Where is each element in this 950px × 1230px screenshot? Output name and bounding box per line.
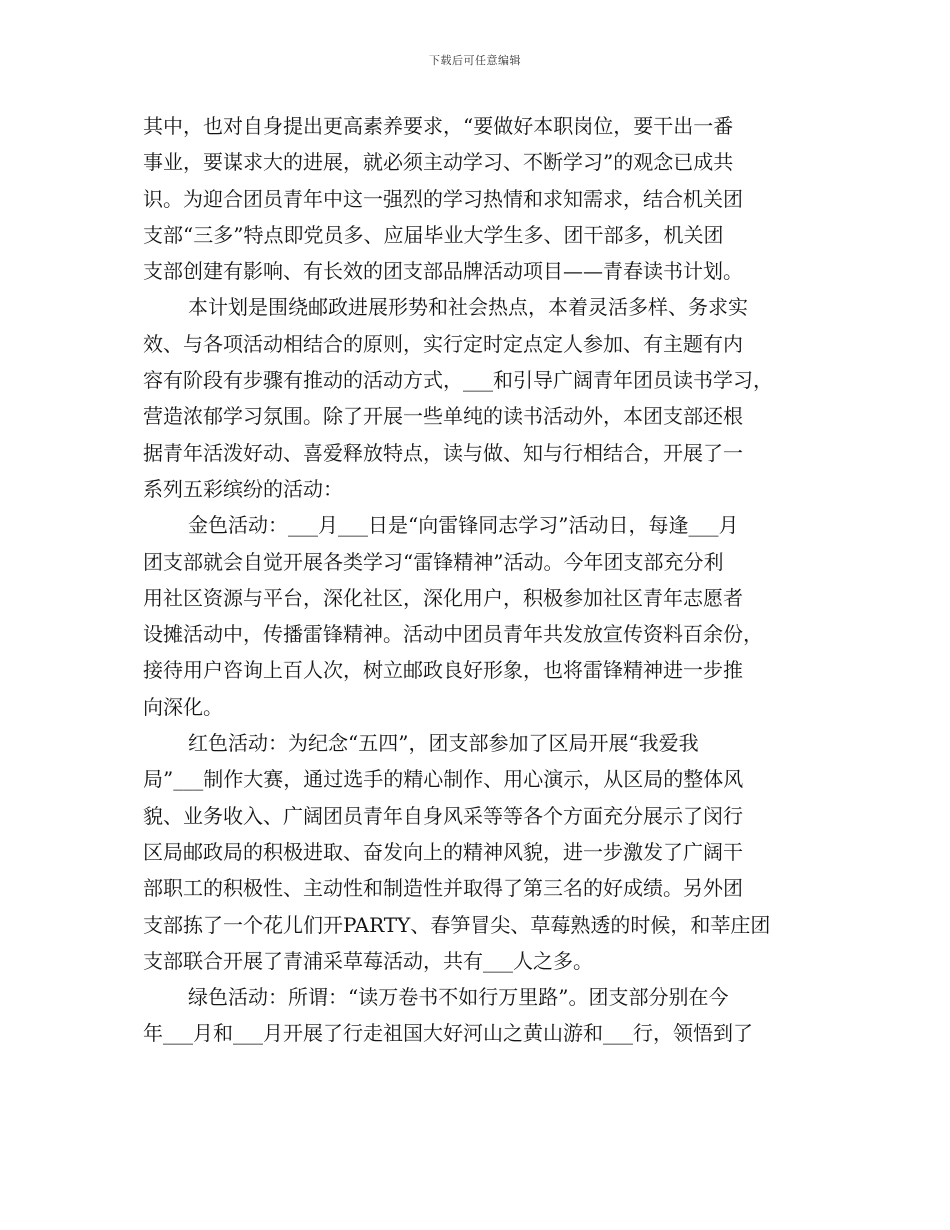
text-line: 识。为迎合团员青年中这一强烈的学习热情和求知需求，结合机关团: [143, 186, 743, 211]
text-line: 其中，也对自身提出更高素养要求，“要做好本职岗位，要干出一番: [143, 114, 734, 138]
text-line: 团支部就会自觉开展各类学习“雷锋精神”活动。今年团支部充分利: [143, 549, 724, 574]
text-line: 支部拣了一个花儿们开PARTY、春笋冒尖、草莓熟透的时候，和莘庄团: [143, 912, 771, 937]
text-line: 系列五彩缤纷的活动：: [143, 476, 343, 501]
text-line: 营造浓郁学习氛围。除了开展一些单纯的读书活动外，本团支部还根: [143, 404, 743, 429]
text-line: 用社区资源与平台，深化社区，深化用户，积极参加社区青年志愿者: [143, 585, 743, 610]
text-line: 部职工的积极性、主动性和制造性并取得了第三名的好成绩。另外团: [143, 876, 743, 901]
text-line: 设摊活动中，传播雷锋精神。活动中团员青年共发放宣传资料百余份，: [143, 622, 763, 647]
text-line: 向深化。: [143, 694, 223, 719]
text-line: 支部“三多”特点即党员多、应届毕业大学生多、团干部多，机关团: [143, 222, 724, 247]
paragraph-start-line: 绿色活动：所谓：“读万卷书不如行万里路”。团支部分别在今: [188, 985, 729, 1010]
page-header: 下载后可任意编辑: [429, 54, 521, 67]
text-line: 容有阶段有步骤有推动的活动方式，___和引导广阔青年团员读书学习，: [143, 368, 773, 393]
text-line: 效、与各项活动相结合的原则，实行定时定点定人参加、有主题有内: [143, 331, 743, 356]
text-line: 支部联合开展了青浦采草莓活动，共有___人之多。: [143, 948, 593, 973]
text-line: 貌、业务收入、广阔团员青年自身风采等等各个方面充分展示了闵行: [143, 803, 743, 828]
text-line: 事业，要谋求大的进展，就必须主动学习、不断学习”的观念已成共: [143, 150, 734, 175]
text-line: 据青年活泼好动、喜爱释放特点，读与做、知与行相结合，开展了一: [143, 440, 743, 465]
text-line: 区局邮政局的积极进取、奋发向上的精神风貌，进一步激发了广阔干: [143, 839, 743, 864]
paragraph-start-line: 金色活动：___月___日是“向雷锋同志学习”活动日，每逢___月: [188, 513, 739, 538]
text-line: 年___月和___月开展了行走祖国大好河山之黄山游和___行，领悟到了: [143, 1021, 753, 1046]
text-line: 接待用户咨询上百人次，树立邮政良好形象，也将雷锋精神进一步推: [143, 658, 743, 683]
document-body: [143, 108, 823, 1052]
text-line: 支部创建有影响、有长效的团支部品牌活动项目——青春读书计划。: [143, 259, 743, 284]
text-line: 局”___制作大赛，通过选手的精心制作、用心演示，从区局的整体风: [143, 767, 744, 792]
paragraph-start-line: 红色活动：为纪念“五四”，团支部参加了区局开展“我爱我: [188, 731, 699, 756]
paragraph-start-line: 本计划是围绕邮政进展形势和社会热点，本着灵活多样、务求实: [188, 295, 748, 320]
